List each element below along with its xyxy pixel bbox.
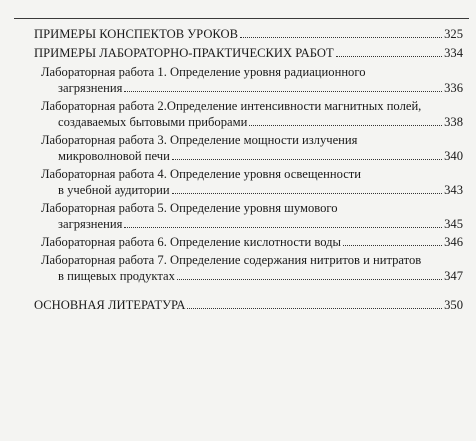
toc-entry-title: ОСНОВНАЯ ЛИТЕРАТУРА	[34, 298, 186, 312]
toc-section-labs[interactable]	[34, 45, 463, 61]
toc-lab-3-line2[interactable]	[58, 148, 463, 164]
toc-lab-5-line2[interactable]	[58, 216, 463, 232]
toc-page-number: 334	[444, 46, 463, 60]
toc-entry-title: ПРИМЕРЫ КОНСПЕКТОВ УРОКОВ	[34, 27, 239, 41]
dot-leader	[336, 56, 442, 57]
toc-section-literature[interactable]	[34, 297, 463, 313]
toc-lab-6[interactable]	[41, 234, 463, 250]
toc-entry-title-cont: микроволновой печи	[58, 149, 170, 163]
toc-entry-title: Лабораторная работа 5. Определение уровня шумового	[41, 201, 338, 215]
toc-lab-2-line2[interactable]	[58, 114, 463, 130]
dot-leader	[240, 37, 442, 38]
toc-entry-title-cont: в учебной аудитории	[58, 183, 170, 197]
toc-entry-title: ПРИМЕРЫ ЛАБОРАТОРНО-ПРАКТИЧЕСКИХ РАБОТ	[34, 46, 334, 60]
dot-leader	[343, 245, 442, 246]
dot-leader	[249, 125, 442, 126]
toc-lab-5-line1[interactable]	[41, 200, 463, 216]
toc-page-number: 347	[444, 269, 463, 283]
toc-page-number: 325	[444, 27, 463, 41]
toc-page-number: 346	[444, 235, 463, 249]
toc-page-number: 343	[444, 183, 463, 197]
toc-entry-title-cont: загрязнения	[58, 81, 123, 95]
toc-section-lessons[interactable]	[34, 26, 463, 42]
dot-leader	[172, 159, 442, 160]
toc-page-number: 345	[444, 217, 463, 231]
toc-page-number: 338	[444, 115, 463, 129]
toc-lab-7-line1[interactable]	[41, 252, 463, 268]
toc-lab-1-line2[interactable]	[58, 80, 463, 96]
toc-page-number: 336	[444, 81, 463, 95]
dot-leader	[177, 279, 442, 280]
toc-lab-4-line1[interactable]	[41, 166, 463, 182]
dot-leader	[124, 91, 442, 92]
toc-entry-title: Лабораторная работа 1. Определение уровня радиационного	[41, 65, 366, 79]
toc-lab-4-line2[interactable]	[58, 182, 463, 198]
toc-entry-title-cont: в пищевых продуктах	[58, 269, 175, 283]
toc-page-number: 350	[444, 298, 463, 312]
dot-leader	[172, 193, 442, 194]
toc-page-number: 340	[444, 149, 463, 163]
toc-entry-title: Лабораторная работа 7. Определение содержания нитритов и нитратов	[41, 253, 422, 267]
toc-entry-title: Лабораторная работа 4. Определение уровня освещенности	[41, 167, 362, 181]
toc-entry-title-cont: загрязнения	[58, 217, 123, 231]
dot-leader	[187, 308, 442, 309]
toc-entry-title: Лабораторная работа 3. Определение мощности излучения	[41, 133, 358, 147]
toc-lab-7-line2[interactable]	[58, 268, 463, 284]
dot-leader	[124, 227, 442, 228]
toc-entry-title-cont: создаваемых бытовыми приборами	[58, 115, 248, 129]
toc-entry-title: Лабораторная работа 2.Определение интенсивности магнитных полей,	[41, 99, 422, 113]
toc-lab-2-line1[interactable]	[41, 98, 463, 114]
top-rule	[14, 18, 469, 19]
toc-lab-1-line1[interactable]	[41, 64, 463, 80]
toc-lab-3-line1[interactable]	[41, 132, 463, 148]
toc-entry-title: Лабораторная работа 6. Определение кислотности воды	[41, 235, 342, 249]
